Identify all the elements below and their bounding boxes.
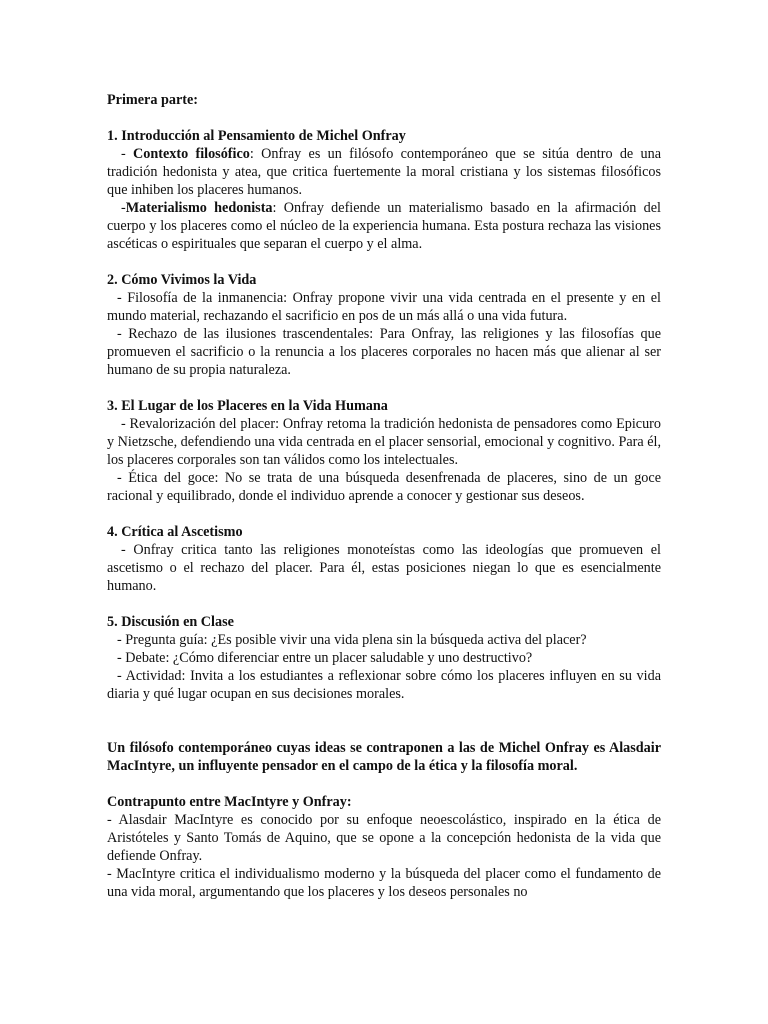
section-3-item-1: - Revalorización del placer: Onfray retoma la tradición hedonista de pensadores como Epicuro y Nietzsche, defendiendo una vida centrada en el placer sensorial, emocional y cognitivo. Para él, los placeres corporales son tan válidos como los intelectuales. <box>107 416 661 468</box>
item-term: Materialismo hedonista <box>125 200 273 216</box>
spacer <box>107 505 661 523</box>
section-2-heading: 2. Cómo Vivimos la Vida <box>107 272 257 288</box>
section-1-heading: 1. Introducción al Pensamiento de Michel Onfray <box>107 128 406 144</box>
section-5-item-3: - Actividad: Invita a los estudiantes a reflexionar sobre cómo los placeres influyen en su vida diaria y qué lugar ocupan en sus decisiones morales. <box>107 668 661 702</box>
section-2-item-2: - Rechazo de las ilusiones trascendentales: Para Onfray, las religiones y las filosofías que promueven el sacrificio o la renuncia a los placeres corporales no hacen más que alienar al ser humano de su propia naturaleza. <box>107 326 661 378</box>
spacer <box>107 703 661 739</box>
item-text: : Onfray defiende un materialismo basado en la afirmación del cuerpo y los placeres como el núcleo de la experiencia humana. Esta postura rechaza las visiones ascéticas o espirituales que separan el cuerpo y el alma. <box>107 200 661 252</box>
item-term: Contexto filosófico <box>133 146 250 162</box>
section-2-item-1: - Filosofía de la inmanencia: Onfray propone vivir una vida centrada en el presente y en el mundo material, rechazando el sacrificio en pos de un más allá o una vida futura. <box>107 290 661 324</box>
item-text: : Onfray es un filósofo contemporáneo que se sitúa dentro de una tradición hedonista y atea, que critica fuertemente la moral cristiana y los sistemas filosóficos que inhiben los placeres humanos. <box>107 146 661 198</box>
section-5-item-2: - Debate: ¿Cómo diferenciar entre un placer saludable y uno destructivo? <box>117 650 533 666</box>
document-page <box>107 91 661 901</box>
spacer <box>107 109 661 127</box>
section-3-heading: 3. El Lugar de los Placeres en la Vida Humana <box>107 398 388 414</box>
spacer <box>107 253 661 271</box>
item-prefix: - <box>121 200 126 216</box>
section-4-heading: 4. Crítica al Ascetismo <box>107 524 243 540</box>
section-4-item-1: - Onfray critica tanto las religiones monoteístas como las ideologías que promueven el ascetismo o el rechazo del placer. Para él, estas posiciones niegan lo que es esencialmente humano. <box>107 542 661 594</box>
spacer <box>107 775 661 793</box>
section-1-item-2 <box>107 199 661 253</box>
contrapunto-heading: Contrapunto entre MacIntyre y Onfray: <box>107 794 352 810</box>
item-prefix: - <box>121 146 134 162</box>
section-3-item-2: - Ética del goce: No se trata de una búsqueda desenfrenada de placeres, sino de un goce racional y equilibrado, donde el individuo aprende a conocer y gestionar sus deseos. <box>107 470 661 504</box>
contrapunto-item-1: - Alasdair MacIntyre es conocido por su enfoque neoescolástico, inspirado en la ética de Aristóteles y Santo Tomás de Aquino, que se opone a la concepción hedonista de la vida que defiende Onfray. <box>107 812 661 864</box>
spacer <box>107 379 661 397</box>
part-title: Primera parte: <box>107 92 198 108</box>
spacer <box>107 595 661 613</box>
contrapunto-item-2: - MacIntyre critica el individualismo moderno y la búsqueda del placer como el fundamento de una vida moral, argumentando que los placeres y los deseos personales no <box>107 866 661 900</box>
section-1-item-1 <box>107 145 661 199</box>
macintyre-intro: Un filósofo contemporáneo cuyas ideas se contraponen a las de Michel Onfray es Alasdair MacIntyre, un influyente pensador en el campo de la ética y la filosofía moral. <box>107 740 661 774</box>
section-5-item-1: - Pregunta guía: ¿Es posible vivir una vida plena sin la búsqueda activa del placer? <box>117 632 587 648</box>
section-5-heading: 5. Discusión en Clase <box>107 614 234 630</box>
